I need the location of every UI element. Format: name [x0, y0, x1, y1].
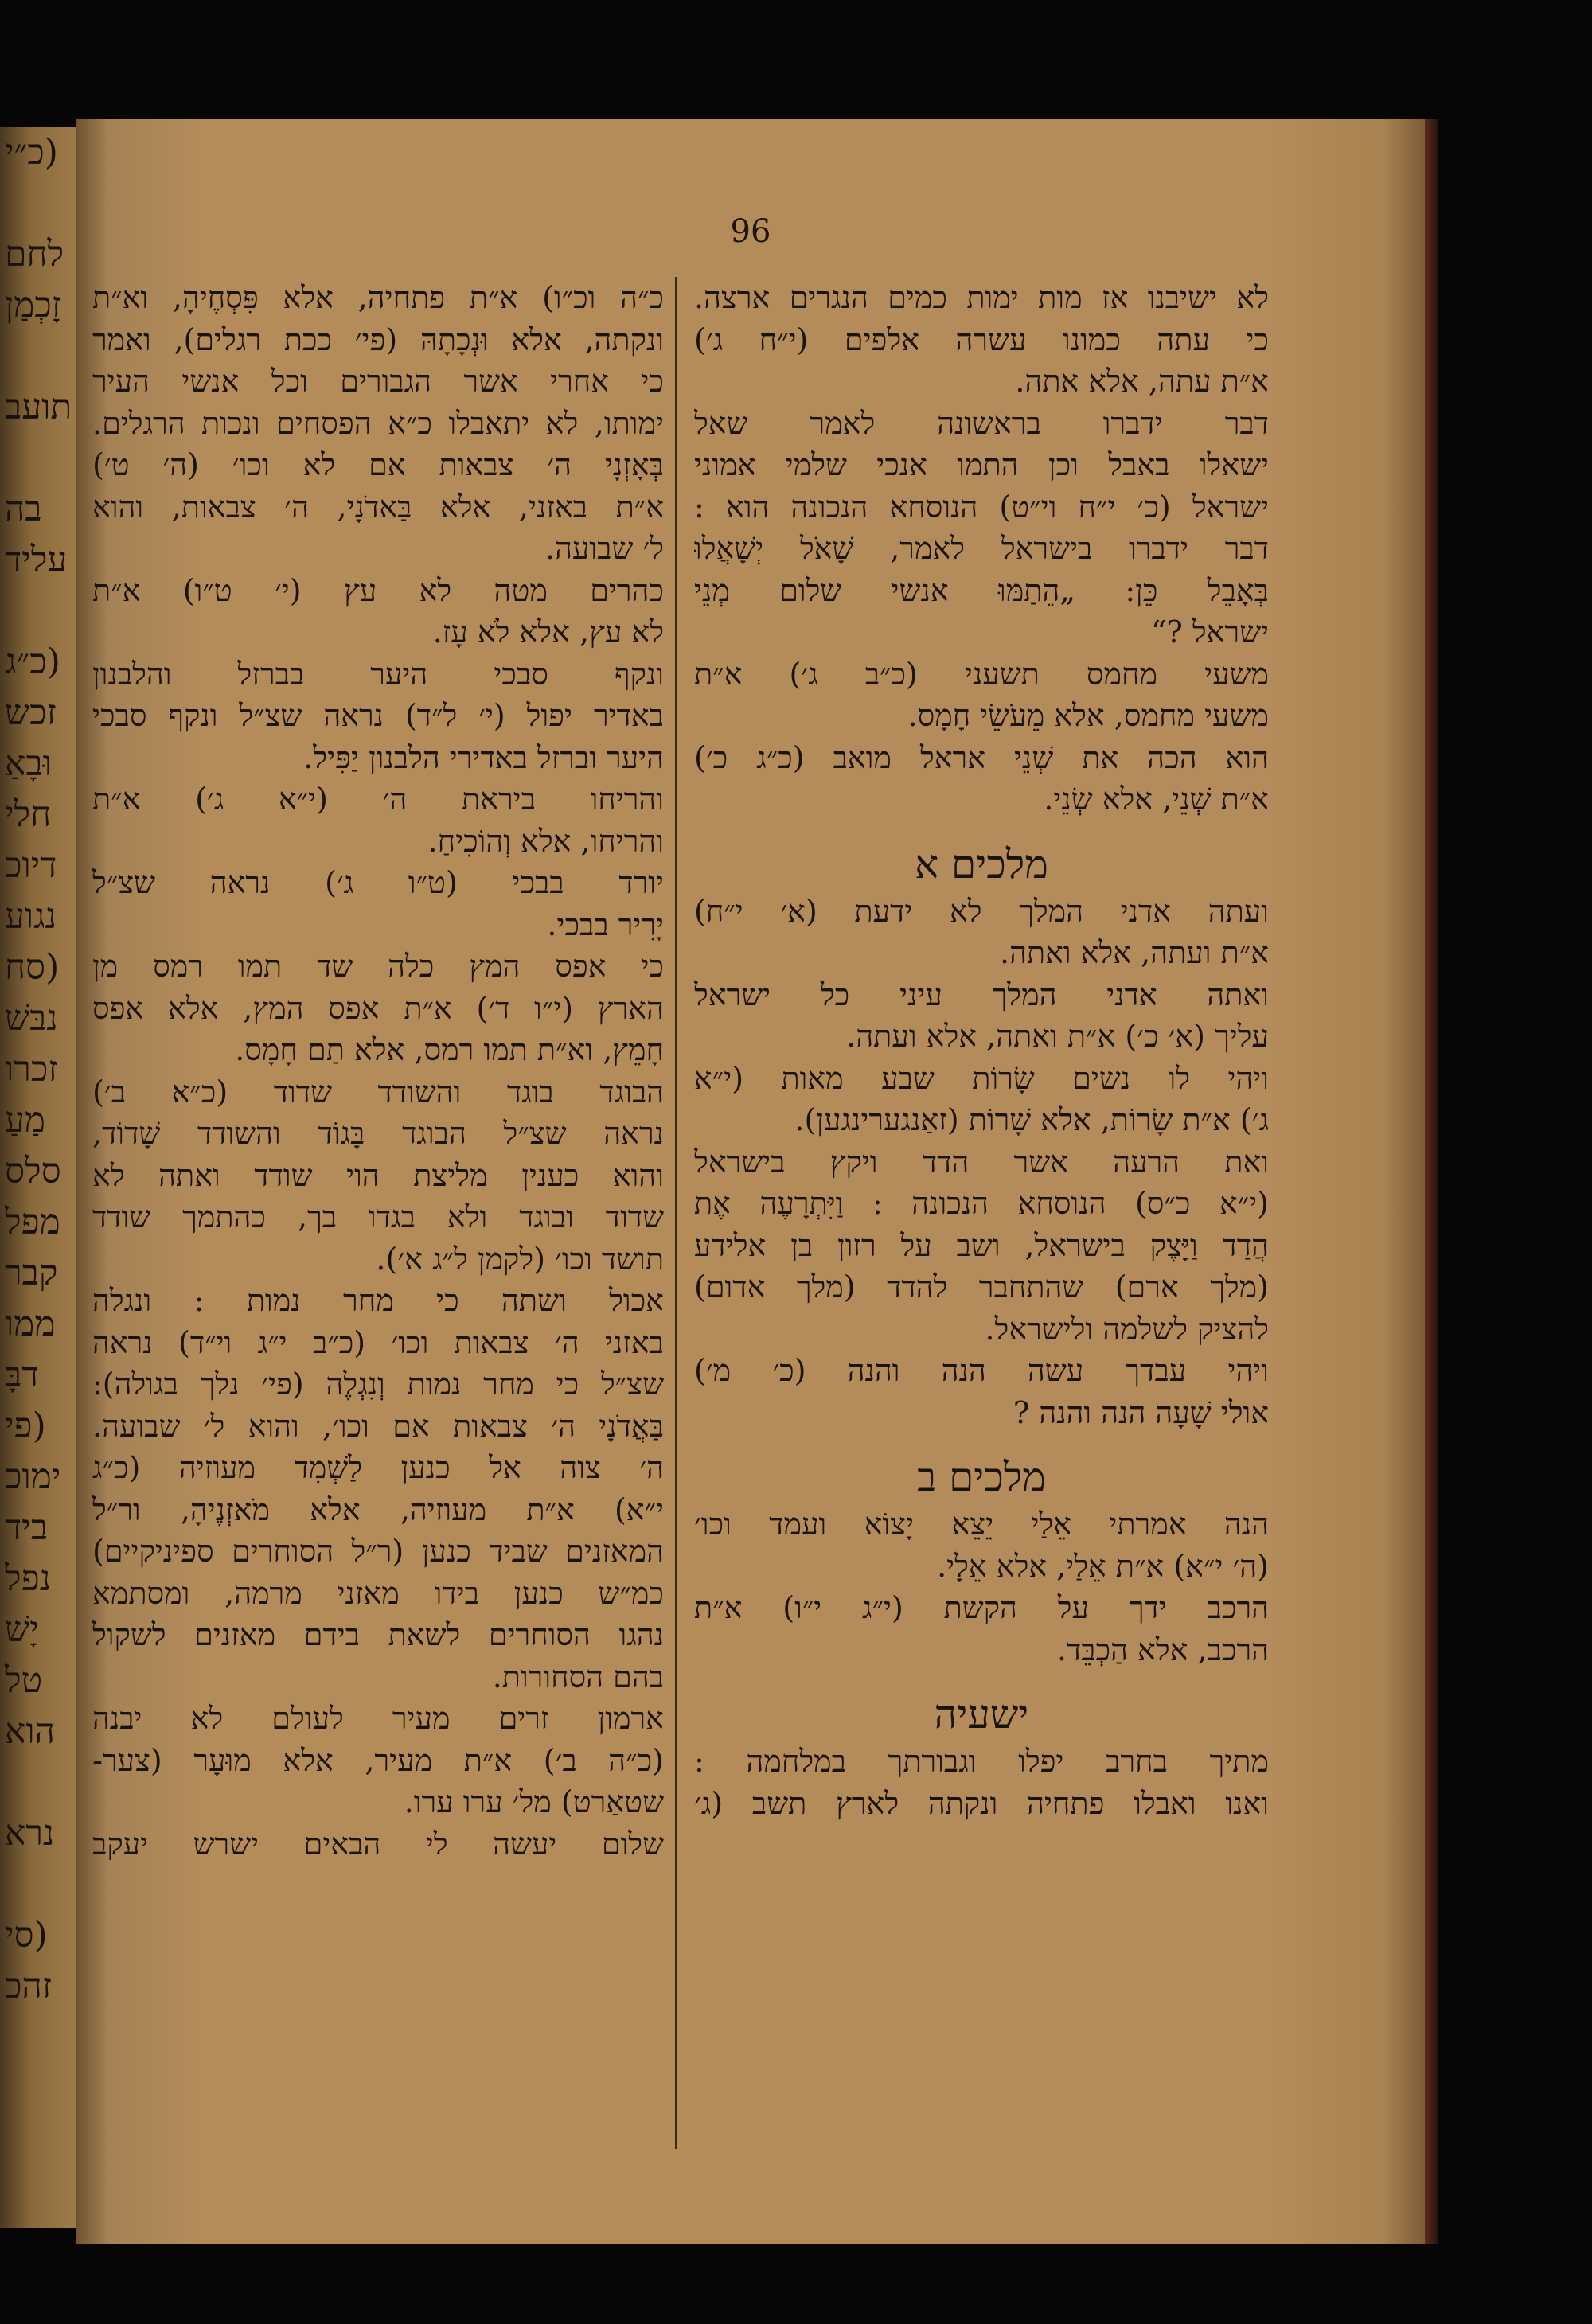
text-line: בַּאֲדֹנָי ה׳ צבאות אם וכו׳, והוא ל׳ שבועה. [92, 1408, 664, 1444]
text-line: נראה שצ״ל הבוגד בָּגוֹד והשודד שָׁדוֹד, [92, 1116, 664, 1151]
facing-page-fragment: חלי [5, 794, 52, 835]
text-line: עליך (א׳ כ׳) א״ת ואתה, אלא ועתה. [846, 1019, 1269, 1054]
book-page [76, 119, 1425, 2244]
text-line: ונקף סבכי היער בברזל והלבנון [92, 656, 664, 692]
text-line: ונקתה, אלא וּנְכָתָהּ (פי׳ ככת רגלים), ואמר [92, 322, 664, 357]
section-heading: ישעיה [934, 1691, 1029, 1737]
text-line: משעי מחמס תשעני (כ״ב ג׳) א״ת [694, 656, 1269, 692]
text-line: י״א) א״ת מעוזיה, אלא מֹאזְנֶיהָ, ור״ל [92, 1491, 664, 1527]
text-line: והריחו ביראת ה׳ (י״א ג׳) א״ת [92, 782, 664, 817]
text-line: ואנו ואבלו פתחיה ונקתה לארץ תשב (ג׳ [694, 1785, 1269, 1821]
facing-page-fragment: עליד [5, 540, 68, 580]
text-line: כי עתה כמונו עשרה אלפים (י״ח ג׳) [694, 322, 1269, 357]
facing-page-fragment: ממו [5, 1304, 56, 1344]
text-line: ישראל ?“ [1151, 614, 1269, 649]
facing-page-fragment [0, 433, 80, 484]
facing-page-edge [0, 127, 80, 2228]
text-line: והריחו, אלא וְהוֹכִיחַ. [427, 823, 664, 859]
facing-page-fragment: (כ״ג [5, 641, 60, 682]
text-line: ה׳ צוה אל כנען לַשְׁמִד מעוזיה (כ״ג [92, 1450, 664, 1485]
book-spine [1425, 119, 1438, 2244]
text-line: ועתה אדני המלך לא ידעת (א׳ י״ח) [694, 893, 1269, 929]
column-divider [675, 277, 677, 2149]
facing-page-fragment: דיוכ [5, 845, 57, 886]
text-line: (מלך ארם) שהתחבר להדד (מלך אדום) [694, 1269, 1269, 1304]
facing-page-fragment: קבר [5, 1253, 58, 1293]
facing-page-fragment [0, 331, 80, 382]
text-line: יָרִיר בבכי. [547, 907, 664, 942]
text-line: היער וברזל באדירי הלבנון יַפִּיל. [303, 739, 664, 775]
facing-page-fragment: (פי [5, 1406, 46, 1446]
facing-page-fragment [0, 1757, 80, 1808]
facing-page-fragment: (סי [5, 1915, 48, 1956]
text-line: הוא הכה את שְׁנֵי אראל מואב (כ״ג כ׳) [694, 739, 1269, 775]
text-line: כי אפס המץ כלה שד תמו רמס מן [92, 949, 664, 984]
text-line: ל׳ שבועה. [544, 531, 664, 566]
text-line: א״ת ועתה, אלא ואתה. [999, 935, 1269, 970]
text-line: ישאלו באבל וכן התמו אנכי שלמי אמוני [694, 447, 1269, 482]
facing-page-fragment: נפל [5, 1558, 51, 1599]
text-line: אולי שָׁעָה הנה והנה ? [1013, 1394, 1269, 1430]
facing-page-fragment: נרא [5, 1813, 55, 1854]
text-line: באדיר יפול (י׳ ל״ד) נראה שצ״ל ונקף סבכי [92, 698, 664, 733]
facing-page-fragment: תועב [5, 387, 72, 427]
text-line: אכול ושתה כי מחר נמות : ונגלה [92, 1283, 664, 1318]
facing-page-fragment: נגוע [5, 896, 57, 937]
text-line: ויהי עבדך עשה הנה והנה (כ׳ מ׳) [694, 1353, 1269, 1388]
text-line: משעי מחמס, אלא מֵעֹשֵׂי חָמָס. [907, 698, 1269, 733]
facing-page-fragment [0, 1859, 80, 1910]
text-line: תושד וכו׳ (לקמן ל״ג א׳). [376, 1241, 664, 1277]
text-line: שדוד ובוגד ולא בגדו בך, כהתמך שודד [92, 1199, 664, 1234]
facing-page-fragment: זהכ [5, 1966, 53, 2006]
text-line: ואת הרעה אשר הדד ויקץ בישראל [694, 1144, 1269, 1180]
right-column [694, 277, 1269, 1824]
page-number: 96 [730, 213, 771, 250]
facing-page-fragment: נבּשׁ [5, 998, 58, 1039]
facing-page-fragment: לחם [5, 234, 64, 275]
text-line: הבוגד בוגד והשודד שדוד (כ״א ב׳) [92, 1074, 664, 1109]
text-line: בהם הסחורות. [492, 1659, 664, 1694]
text-line: כי אחרי אשר הגבורים וכל אנשי העיר [92, 364, 664, 399]
facing-page-fragment [0, 586, 80, 637]
facing-page-fragment: מַעַ [5, 1100, 45, 1141]
text-line: להציק לשלמה ולישראל. [985, 1311, 1269, 1347]
text-line: לא ישיבנו אז מות ימות כמים הנגרים ארצה. [694, 280, 1269, 315]
text-line: (י״א כ״ס) הנוסחא הנכונה : וַיִּתְרָעֶה אֶת [694, 1186, 1269, 1221]
text-line: חָמֵץ, וא״ת תמו רמס, אלא תַם חָמָס. [235, 1032, 664, 1067]
text-line: א״ת שְׁנֵי, אלא שְׂנֵי. [1044, 782, 1269, 817]
facing-page-fragment: סלס [5, 1151, 61, 1191]
text-line: ג׳) א״ת שָׂרוֹת, אלא שָׁרוֹת (זאַנגערינגען). [794, 1102, 1269, 1137]
text-line: הרכב, אלא הַכְבֵּד. [1056, 1632, 1269, 1667]
text-line: שלום יעשה לי הבאים ישרש יעקב [92, 1826, 664, 1862]
text-line: הנה אמרתי אֵלַי יֵצֵא יָצוֹא ועמד וכו׳ [694, 1507, 1269, 1542]
left-column [92, 277, 664, 1865]
facing-page-fragment: יָשׁ [5, 1609, 39, 1650]
facing-page-fragment: מפל [5, 1202, 60, 1242]
text-line: שטאַרט) מל׳ ערו ערו. [404, 1784, 664, 1819]
text-line: ארמון זרים מעיר לעולם לא יבנה [92, 1701, 664, 1736]
text-line: א״ת עתה, אלא אתה. [1015, 364, 1269, 399]
text-line: (כ״ה ב׳) א״ת מעיר, אלא מוּעָר (צער- [92, 1742, 664, 1778]
text-line: (ה׳ י״א) א״ת אֵלַי, אלא אֵלָי. [937, 1548, 1269, 1584]
section-heading: מלכים א [915, 840, 1048, 887]
text-line: דבר ידברו בישראל לאמר, שָׁאֹל יְשָׁאֲלוּ [694, 531, 1269, 566]
text-line: א״ת באזני, אלא בַּאדֹנָי, ה׳ צבאות, והוא [92, 489, 664, 524]
facing-page-fragment: (סח [5, 947, 60, 988]
facing-page-fragment: בה [5, 489, 42, 529]
facing-page-fragment: זָכְמַן [5, 285, 62, 326]
text-line: באזני ה׳ צבאות וכו׳ (כ״ב י״ג וי״ד) נראה [92, 1324, 664, 1360]
facing-page-fragment: טל [5, 1660, 43, 1701]
facing-page-fragment: (כ״י [5, 132, 58, 173]
facing-page-fragment: דבָּ [5, 1355, 39, 1395]
text-line: נהגו הסוחרים לשאת בידם מאזנים לשקול [92, 1617, 664, 1652]
text-line: והוא כענין מליצת הוי שודד ואתה לא [92, 1157, 664, 1193]
section-heading: מלכים ב [917, 1454, 1046, 1500]
text-line: הֲדַד וַיָּצֶק בישראל, ושב על רזון בן אלידע [694, 1227, 1269, 1263]
facing-page-fragment: הוא [5, 1711, 55, 1752]
text-line: יורד בבכי (ט״ו ג׳) נראה שצ״ל [92, 865, 664, 900]
text-line: דבר ידברו בראשונה לאמר שאל [694, 405, 1269, 441]
text-line: כמ״ש כנען בידו מאזני מרמה, ומסתמא [92, 1575, 664, 1611]
text-line: בְּאָזְנָי ה׳ צבאות אם לא וכו׳ (ה׳ ט׳) [92, 447, 664, 482]
text-line: שצ״ל כי מחר נמות וְנִגְלֶה (פי׳ נלך בגולה): [92, 1367, 664, 1402]
text-line: כהרים מטה לא עץ (י׳ ט״ו) א״ת [92, 572, 664, 608]
text-line: ואתה אדני המלך עיני כל ישראל [694, 977, 1269, 1012]
text-line: הארץ (י״ו ד׳) א״ת אפס המץ, אלא אפס [92, 990, 664, 1026]
text-line: ישראל (כ׳ י״ח וי״ט) הנוסחא הנכונה הוא : [694, 489, 1269, 524]
text-line: מתיך בחרב יפלו וגבורתך במלחמה : [694, 1744, 1269, 1779]
text-line: ימותו, לא יתאבלו כ״א הפסחים ונכות הרגלים. [92, 405, 664, 441]
text-line: כ״ה וכ״ו) א״ת פתחיה, אלא פִּסְחֶיהָ, וא״ת [92, 280, 664, 315]
facing-page-fragment: זכרו [5, 1049, 58, 1090]
text-line: בְּאָבֵל כֵּן: „הֵתַמּוּ אנשי שלום מְנֵי [694, 572, 1269, 608]
text-line: המאזנים שביד כנען (ר״ל הסוחרים ספיניקיים) [92, 1534, 664, 1569]
text-line: הרכב ידך על הקשת (י״ג י״ו) א״ת [694, 1590, 1269, 1625]
facing-page-fragment: ימוכ [5, 1456, 61, 1497]
facing-page-fragment: ביד [5, 1507, 48, 1548]
text-line: ויהי לו נשים שָׂרוֹת שבע מאות (י״א [694, 1060, 1269, 1096]
facing-page-fragment: וּבָאַ [5, 743, 52, 784]
facing-page-fragment: זכש [5, 692, 57, 733]
text-line: לא עץ, אלא לֹא עָז. [432, 614, 664, 649]
facing-page-fragment [0, 178, 80, 229]
